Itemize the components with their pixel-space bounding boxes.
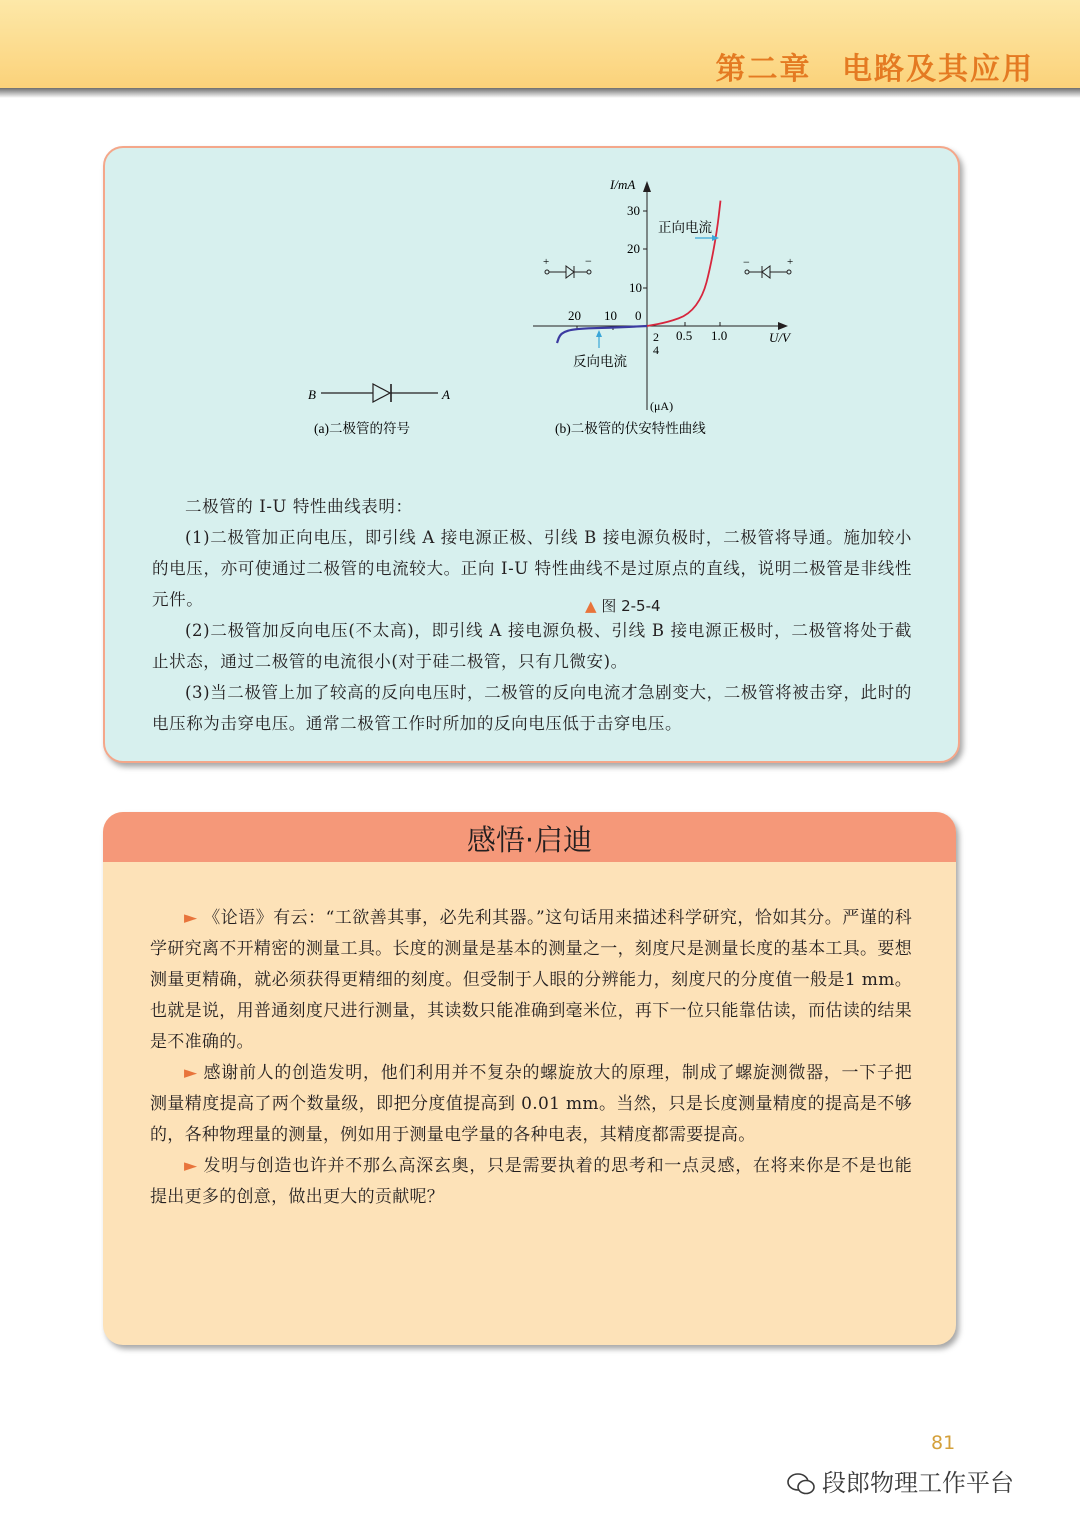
- chapter-title: 第二章 电路及其应用: [715, 52, 1034, 87]
- page-number: 81: [931, 1432, 956, 1454]
- notes-intro: 二极管的 I-U 特性曲线表明：: [185, 497, 413, 516]
- x-tick: 1.0: [711, 328, 728, 343]
- insight-paragraph-3: ► 发明与创造也许并不那么高深玄奥，只是需要执着的思考和一点灵感，在将来你是不是也能提出更多的创意，做出更大的贡献呢？: [150, 1156, 912, 1207]
- triangle-icon: ▲: [585, 597, 597, 615]
- x-tick: 20: [568, 308, 581, 323]
- x-tick: 10: [604, 308, 617, 323]
- diode-label-a: A: [442, 387, 450, 402]
- insight-body: [150, 903, 912, 1213]
- diode-figure: [105, 148, 958, 478]
- reverse-current-label: 反向电流: [573, 354, 627, 369]
- insight-title: 感悟·启迪: [466, 823, 593, 857]
- diode-notes: [152, 491, 912, 739]
- svg-text:+: +: [543, 256, 550, 268]
- y-tick-labels: [627, 203, 642, 295]
- diode-label-b: B: [308, 387, 316, 402]
- y-tick: 20: [627, 241, 640, 256]
- diode-info-card: [103, 146, 960, 763]
- notes-point-1: (1)二极管加正向电压，即引线 A 接电源正极、引线 B 接电源负极时，二极管将导通。施加较小的电压，亦可使通过二极管的电流较大。正向 I-U 特性曲线不是过原点的直线，说明二极管是非线性元件。: [152, 528, 912, 609]
- caption-b: (b)二极管的伏安特性曲线: [555, 421, 706, 436]
- diode-triangle-icon: [373, 384, 390, 402]
- insight-paragraph-1: ► 《论语》有云：“工欲善其事，必先利其器。”这句话用来描述科学研究，恰如其分。严谨的科学研究离不开精密的测量工具。长度的测量是基本的测量之一，刻度尺是测量长度的基本工具。要想测量更精确，就必须获得更精细的刻度。但受制于人眼的分辨能力，刻度尺的分度值一般是1 mm。也就是说，用普通刻度尺进行测量，其读数只能准确到毫米位，再下一位只能靠估读，而估读的结果是不准确的。: [150, 908, 912, 1052]
- play-arrow-icon: ►: [184, 1063, 198, 1083]
- notes-point-2: (2)二极管加反向电压(不太高)，即引线 A 接电源负极、引线 B 接电源正极时，二极管将处于截止状态，通过二极管的电流很小(对于硅二极管，只有几微安)。: [152, 621, 912, 671]
- y-tick: 30: [627, 203, 640, 218]
- svg-text:+: +: [787, 256, 794, 268]
- y-neg-tick: 4: [653, 343, 659, 357]
- x-axis-label: U/V: [769, 330, 790, 345]
- svg-text:−: −: [743, 255, 750, 269]
- notes-point-3: (3)当二极管上加了较高的反向电压时，二极管的反向电流才急剧变大，二极管将被击穿，此时的电压称为击穿电压。通常二极管工作时所加的反向电压低于击穿电压。: [152, 683, 912, 733]
- insight-paragraph-2: ► 感谢前人的创造发明，他们利用并不复杂的螺旋放大的原理，制成了螺旋测微器，一下子把测量精度提高了两个数量级，即把分度值提高到 0.01 mm。当然，只是长度测量精度的提高是不够的，各种物理量的测量，例如用于测量电学量的各种电表，其精度都需要提高。: [150, 1063, 912, 1145]
- watermark: 段郎物理工作平台: [786, 1463, 1014, 1498]
- y-axis-label: I/mA: [610, 177, 636, 192]
- header-shadow: [0, 88, 1080, 98]
- reverse-bias-diode-icon: [543, 254, 592, 278]
- insight-card: [103, 812, 956, 1345]
- forward-current-label: 正向电流: [658, 220, 712, 235]
- svg-text:−: −: [585, 254, 592, 268]
- x-tick: 0: [635, 308, 642, 323]
- caption-a: (a)二极管的符号: [314, 421, 410, 436]
- x-tick: 0.5: [676, 328, 693, 343]
- play-arrow-icon: ►: [184, 908, 198, 928]
- figure-number: ▲ 图 2-5-4: [585, 597, 661, 615]
- y-tick: 10: [629, 280, 642, 295]
- x-axis-arrow-icon: [778, 322, 788, 330]
- chat-bubble-icon: [786, 1471, 816, 1497]
- neg-unit-label: (μA): [650, 399, 674, 413]
- y-neg-tick: 2: [653, 330, 659, 344]
- forward-bias-diode-icon: [743, 255, 793, 278]
- reverse-current-line: [557, 326, 647, 343]
- y-axis-arrow-icon: [643, 181, 651, 192]
- play-arrow-icon: ►: [184, 1156, 198, 1176]
- reverse-pointer-arrow-icon: [596, 330, 602, 337]
- y-neg-tick-labels: [653, 330, 659, 357]
